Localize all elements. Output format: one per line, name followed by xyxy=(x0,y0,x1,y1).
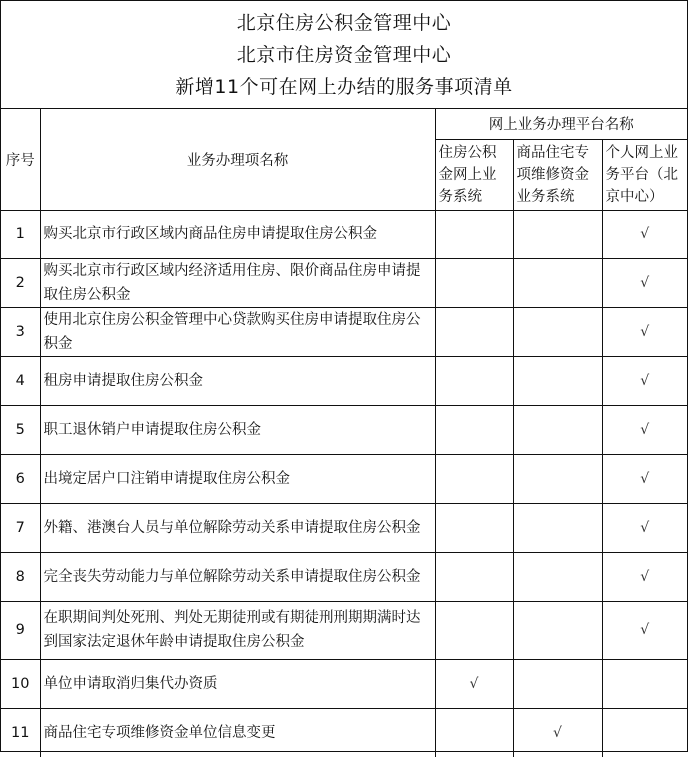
table-row xyxy=(1,210,687,258)
check-icon xyxy=(513,659,602,708)
check-icon: √ xyxy=(602,601,687,659)
check-icon xyxy=(435,601,513,659)
row-index: 2 xyxy=(1,258,40,307)
row-index: 3 xyxy=(1,307,40,356)
header-platform-personal: 个人网上业务平台（北京中心） xyxy=(602,139,687,210)
row-index: 4 xyxy=(1,356,40,405)
check-icon xyxy=(513,210,602,258)
check-icon: √ xyxy=(602,454,687,503)
header-index: 序号 xyxy=(1,109,40,210)
row-item-name: 出境定居户口注销申请提取住房公积金 xyxy=(40,454,435,503)
row-item-name: 使用北京住房公积金管理中心贷款购买住房申请提取住房公积金 xyxy=(40,307,435,356)
row-item-name: 商品住宅专项维修资金单位信息变更 xyxy=(40,708,435,757)
row-index: 8 xyxy=(1,552,40,601)
row-index: 5 xyxy=(1,405,40,454)
check-icon: √ xyxy=(602,307,687,356)
service-items-table xyxy=(1,109,687,757)
row-item-name: 外籍、港澳台人员与单位解除劳动关系申请提取住房公积金 xyxy=(40,503,435,552)
check-icon: √ xyxy=(602,405,687,454)
check-icon xyxy=(513,503,602,552)
check-icon xyxy=(513,552,602,601)
check-icon: √ xyxy=(602,210,687,258)
check-icon xyxy=(602,708,687,757)
check-icon: √ xyxy=(602,552,687,601)
check-icon xyxy=(513,454,602,503)
check-icon xyxy=(513,307,602,356)
check-icon xyxy=(435,405,513,454)
table-row xyxy=(1,659,687,708)
header-platform-housing-fund: 住房公积金网上业务系统 xyxy=(435,139,513,210)
row-item-name: 单位申请取消归集代办资质 xyxy=(40,659,435,708)
table-row xyxy=(1,552,687,601)
row-item-name: 职工退休销户申请提取住房公积金 xyxy=(40,405,435,454)
check-icon xyxy=(435,552,513,601)
check-icon xyxy=(435,503,513,552)
table-row xyxy=(1,258,687,307)
check-icon xyxy=(435,356,513,405)
check-icon xyxy=(435,258,513,307)
table-row xyxy=(1,708,687,757)
table-row xyxy=(1,601,687,659)
check-icon xyxy=(513,356,602,405)
check-icon: √ xyxy=(435,659,513,708)
check-icon: √ xyxy=(513,708,602,757)
row-item-name: 购买北京市行政区域内商品住房申请提取住房公积金 xyxy=(40,210,435,258)
check-icon: √ xyxy=(602,503,687,552)
header-platform-group: 网上业务办理平台名称 xyxy=(435,109,687,139)
title-block xyxy=(1,1,687,109)
check-icon xyxy=(602,659,687,708)
row-index: 6 xyxy=(1,454,40,503)
check-icon: √ xyxy=(602,258,687,307)
row-index: 10 xyxy=(1,659,40,708)
check-icon xyxy=(435,210,513,258)
check-icon: √ xyxy=(602,356,687,405)
header-item-name: 业务办理项名称 xyxy=(40,109,435,210)
table-row xyxy=(1,405,687,454)
row-index: 9 xyxy=(1,601,40,659)
header-platform-maintenance-fund: 商品住宅专项维修资金业务系统 xyxy=(513,139,602,210)
check-icon xyxy=(435,454,513,503)
title-line-2: 北京市住房资金管理中心 xyxy=(236,43,452,66)
check-icon xyxy=(513,258,602,307)
table-row xyxy=(1,503,687,552)
table-row xyxy=(1,356,687,405)
check-icon xyxy=(513,601,602,659)
row-index: 1 xyxy=(1,210,40,258)
check-icon xyxy=(513,405,602,454)
check-icon xyxy=(435,708,513,757)
row-item-name: 购买北京市行政区域内经济适用住房、限价商品住房申请提取住房公积金 xyxy=(40,258,435,307)
row-item-name: 完全丧失劳动能力与单位解除劳动关系申请提取住房公积金 xyxy=(40,552,435,601)
table-row xyxy=(1,307,687,356)
row-index: 11 xyxy=(1,708,40,757)
table-row xyxy=(1,454,687,503)
row-item-name: 租房申请提取住房公积金 xyxy=(40,356,435,405)
check-icon xyxy=(435,307,513,356)
title-line-3: 新增11个可在网上办结的服务事项清单 xyxy=(175,75,513,98)
row-item-name: 在职期间判处死刑、判处无期徒刑或有期徒刑刑期期满时达到国家法定退休年龄申请提取住房公积金 xyxy=(40,601,435,659)
row-index: 7 xyxy=(1,503,40,552)
title-line-1: 北京住房公积金管理中心 xyxy=(236,11,452,34)
